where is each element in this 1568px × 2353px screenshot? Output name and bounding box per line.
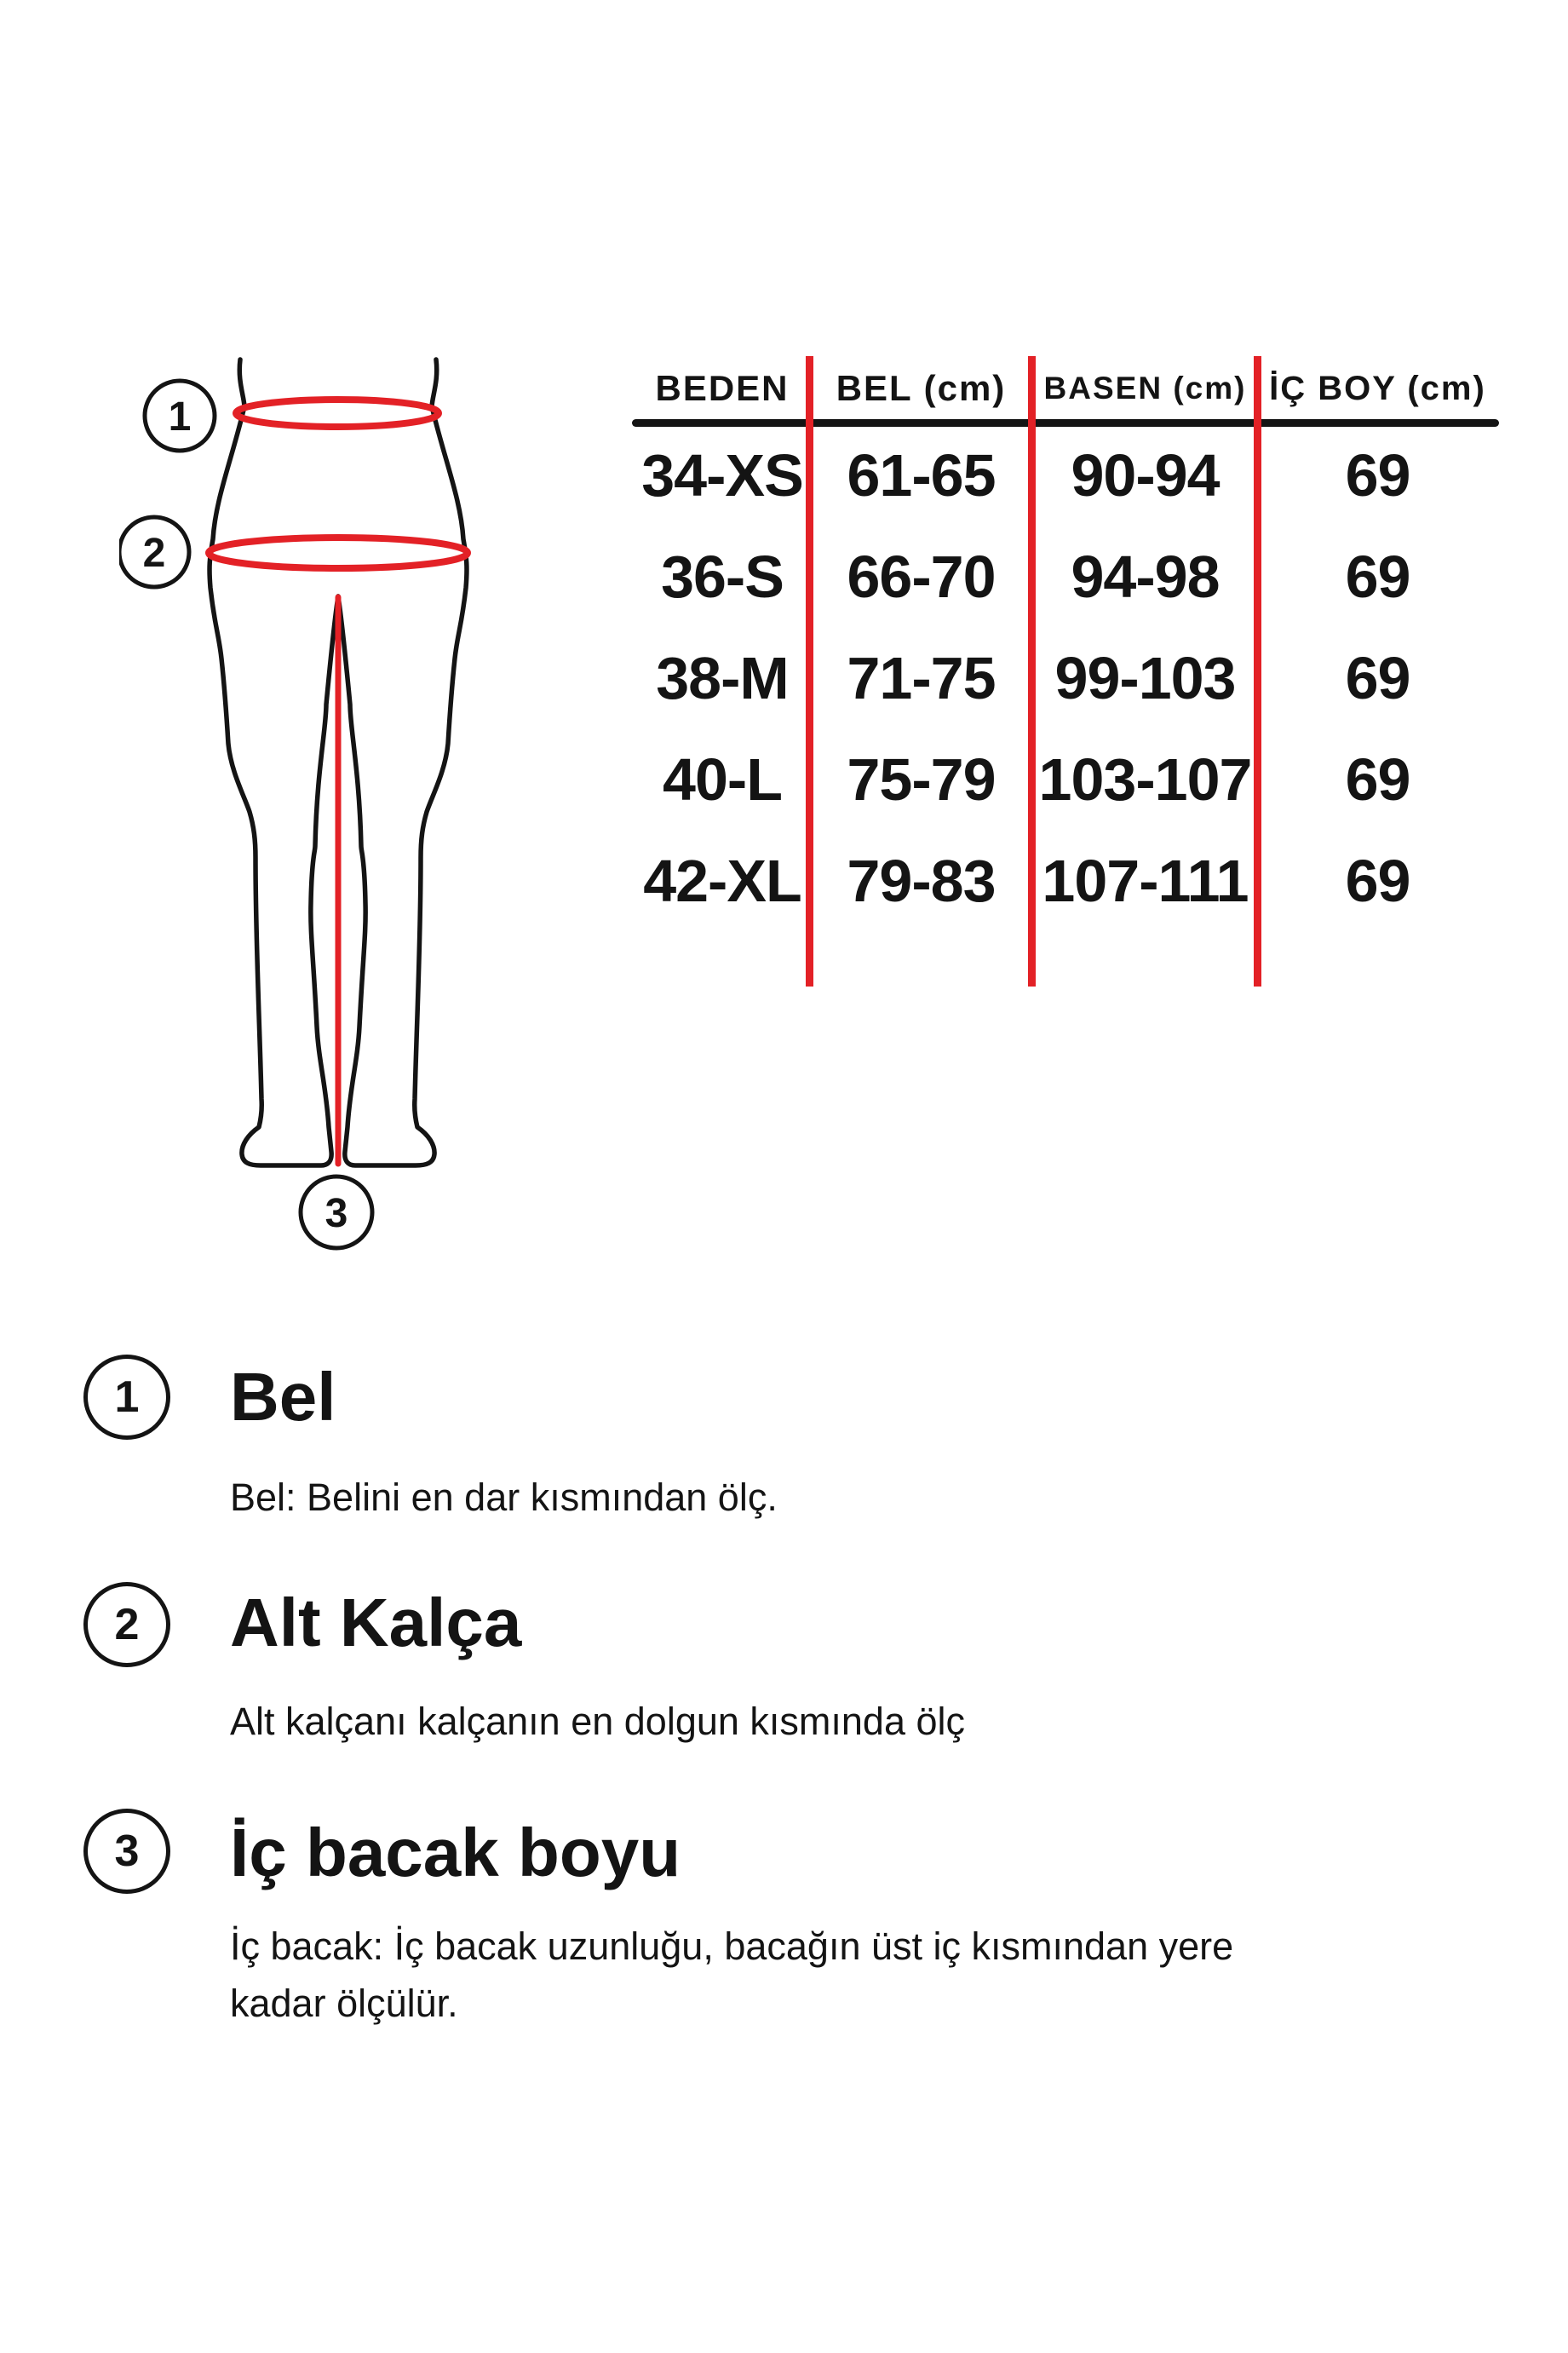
marker-2-number: 2 <box>142 531 166 576</box>
legend-1-title: Bel <box>230 1359 336 1435</box>
column-header-ic-boy: İÇ BOY (cm) <box>1269 369 1486 407</box>
legend-2-description <box>230 1693 965 1750</box>
table-row <box>635 424 1497 526</box>
table-row <box>635 526 1497 627</box>
marker-3-number: 3 <box>325 1191 348 1236</box>
cell-hip: 90-94 <box>1071 441 1220 509</box>
cell-inseam: 69 <box>1345 745 1410 813</box>
cell-inseam: 69 <box>1345 644 1410 711</box>
size-table-header-row <box>635 356 1497 421</box>
cell-size: 40-L <box>663 745 782 813</box>
legend-marker-3 <box>83 1809 170 1894</box>
body-measurement-figure <box>119 345 511 1257</box>
table-row <box>635 627 1497 728</box>
cell-size: 34-XS <box>641 441 803 509</box>
cell-waist: 71-75 <box>847 644 996 711</box>
size-table <box>635 356 1497 987</box>
cell-waist: 61-65 <box>847 441 996 509</box>
legend-3-desc-line: İç bacak: İç bacak uzunluğu, bacağın üst iç kısmından yere <box>230 1924 1234 1968</box>
legend-3-description <box>230 1918 1233 2032</box>
waist-measure-line <box>236 400 439 427</box>
cell-hip: 94-98 <box>1071 543 1220 610</box>
cell-hip: 103-107 <box>1038 745 1252 813</box>
legend-marker-2 <box>83 1582 170 1667</box>
cell-inseam: 69 <box>1345 543 1410 610</box>
size-table-body <box>635 424 1497 931</box>
figure-marker-3 <box>301 1176 372 1248</box>
legend-2-number: 2 <box>114 1600 140 1649</box>
column-header-bel: BEL (cm) <box>836 368 1007 408</box>
cell-size: 42-XL <box>643 847 801 914</box>
cell-size: 36-S <box>661 543 784 610</box>
legend-1-number: 1 <box>114 1372 140 1422</box>
legend-2-title: Alt Kalça <box>230 1585 522 1660</box>
column-header-basen: BASEN (cm) <box>1043 371 1247 406</box>
figure-marker-1 <box>145 381 215 451</box>
table-row <box>635 830 1497 931</box>
cell-inseam: 69 <box>1345 441 1410 509</box>
cell-inseam: 69 <box>1345 847 1410 914</box>
cell-hip: 107-111 <box>1042 847 1249 914</box>
legend-1-desc-line: Bel: Belini en dar kısmından ölç. <box>230 1476 778 1519</box>
cell-hip: 99-103 <box>1054 644 1236 711</box>
legend-marker-1 <box>83 1355 170 1440</box>
legend-3-desc-line: kadar ölçülür. <box>230 1982 458 2025</box>
legend-3-number: 3 <box>114 1827 140 1876</box>
column-header-beden: BEDEN <box>655 368 790 408</box>
figure-marker-2 <box>119 517 189 587</box>
cell-waist: 79-83 <box>847 847 996 914</box>
table-row <box>635 728 1497 830</box>
figure-right-leg-outline <box>338 360 467 1165</box>
legend-2-desc-line: Alt kalçanı kalçanın en dolgun kısmında ölç <box>230 1700 965 1743</box>
cell-waist: 66-70 <box>847 543 996 610</box>
legend-3-title: İç bacak boyu <box>230 1815 681 1890</box>
hip-measure-line <box>209 538 468 568</box>
cell-size: 38-M <box>656 644 789 711</box>
cell-waist: 75-79 <box>847 745 996 813</box>
marker-1-number: 1 <box>168 394 192 440</box>
figure-left-leg-outline <box>210 360 338 1165</box>
legend-1-description <box>230 1469 778 1526</box>
